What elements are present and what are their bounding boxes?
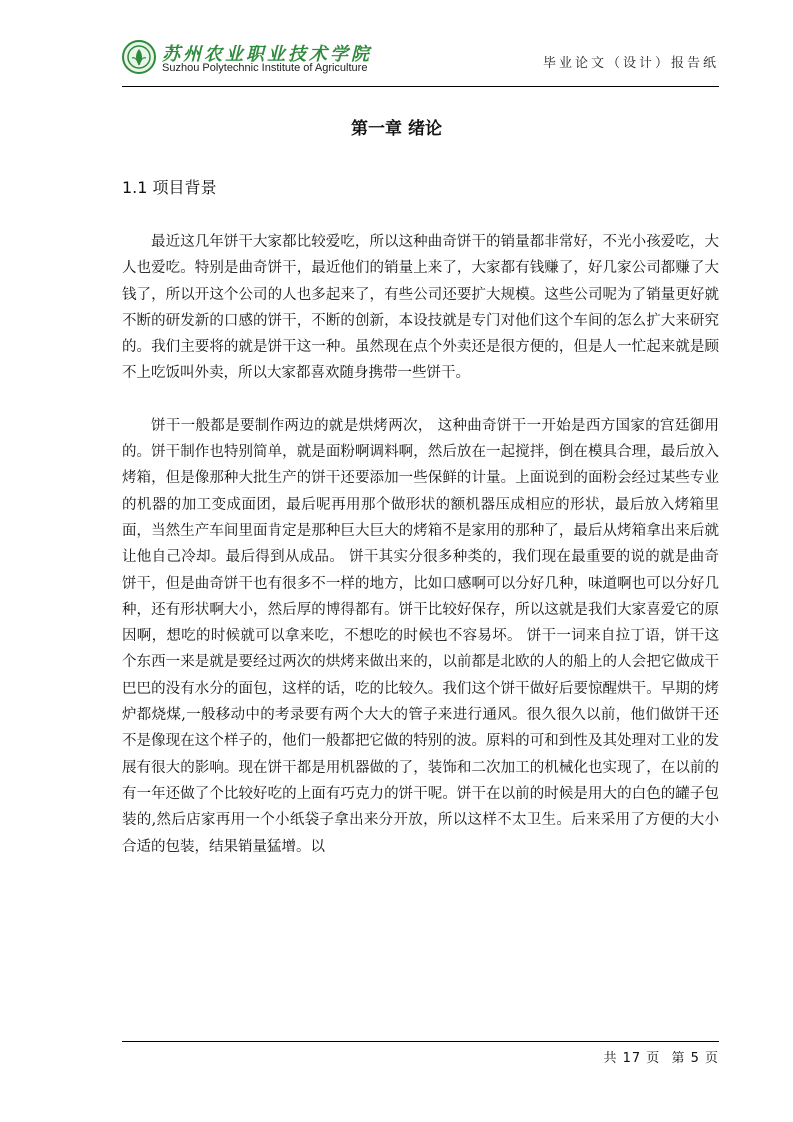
current-page-label: 第 5 页 [671, 1051, 719, 1066]
paragraph: 最近这几年饼干大家都比较爱吃，所以这种曲奇饼干的销量都非常好，不光小孩爱吃，大人也爱吃。特别是曲奇饼干，最近他们的销量上来了，大家都有钱赚了，好几家公司都赚了大钱了，所以开这个公司的人也多起来了，有些公司还要扩大规模。这些公司呢为了销量更好就不断的研发新的口感的饼干，不断的创新，本设技就是专门对他们这个车间的怎么扩大来研究的。我们主要将的就是饼干这一种。虽然现在点个外卖还是很方便的，但是人一忙起来就是顾不上吃饭叫外卖，所以大家都喜欢随身携带一些饼干。 [122, 234, 719, 382]
school-name-cn: 苏州农业职业技术学院 [162, 44, 372, 65]
school-name-en: Suzhou Polytechnic Institute of Agriculture [162, 62, 368, 74]
total-pages-label: 共 17 页 [603, 1051, 661, 1066]
section-title: 1.1 项目背景 [122, 178, 217, 197]
page-footer [598, 1047, 720, 1066]
document-type-label: 毕业论文（设计）报告纸 [542, 56, 719, 71]
paragraph: 饼干一般都是要制作两边的就是烘烤两次， 这种曲奇饼干一开始是西方国家的宫廷御用的。饼干制作也特别简单，就是面粉啊调料啊，然后放在一起搅拌，倒在模具合理，最后放入烤箱，但是像那种大批生产的饼干还要添加一些保鲜的计量。上面说到的面粉会经过某些专业的机器的加工变成面团，最后呢再用那个做形状的额机器压成相应的形状，最后放入烤箱里面，当然生产车间里面肯定是那种巨大巨大的烤箱不是家用的那种了，最后从烤箱拿出来后就让他自己冷却。最后得到从成品。 饼干其实分很多种类的，我们现在最重要的说的就是曲奇饼干，但是曲奇饼干也有很多不一样的地方，比如口感啊可以分好几种，味道啊也可以分好几种，还有形状啊大小，然后厚的博得都有。饼干比较好保存，所以这就是我们大家喜爱它的原因啊，想吃的时候就可以拿来吃，不想吃的时候也不容易坏。 饼干一词来自拉丁语，饼干这个东西一来是就是要经过两次的烘烤来做出来的，以前都是北欧的人的船上的人会把它做成干巴巴的没有水分的面包，这样的话，吃的比较久。我们这个饼干做好后要惊醒烘干。早期的烤炉都烧煤,一般移动中的考录要有两个大大的管子来进行通风。很久很久以前，他们做饼干还不是像现在这个样子的，他们一般都把它做的特别的波。原料的可和到性及其处理对工业的发展有很大的影响。现在饼干都是用机器做的了，装饰和二次加工的机械化也实现了，在以前的有一年还做了个比较好吃的上面有巧克力的饼干呢。饼干在以前的时候是用大的白色的罐子包装的,然后店家再用一个小纸袋子拿出来分开放，所以这样不太卫生。后来采用了方便的大小合适的包装，结果销量猛增。以 [122, 417, 719, 855]
body-text [122, 229, 719, 860]
page-header [122, 38, 719, 88]
school-emblem-icon [122, 40, 156, 74]
footer-divider [122, 1041, 719, 1042]
header-divider [122, 86, 719, 87]
chapter-title: 第一章 绪论 [351, 119, 442, 139]
